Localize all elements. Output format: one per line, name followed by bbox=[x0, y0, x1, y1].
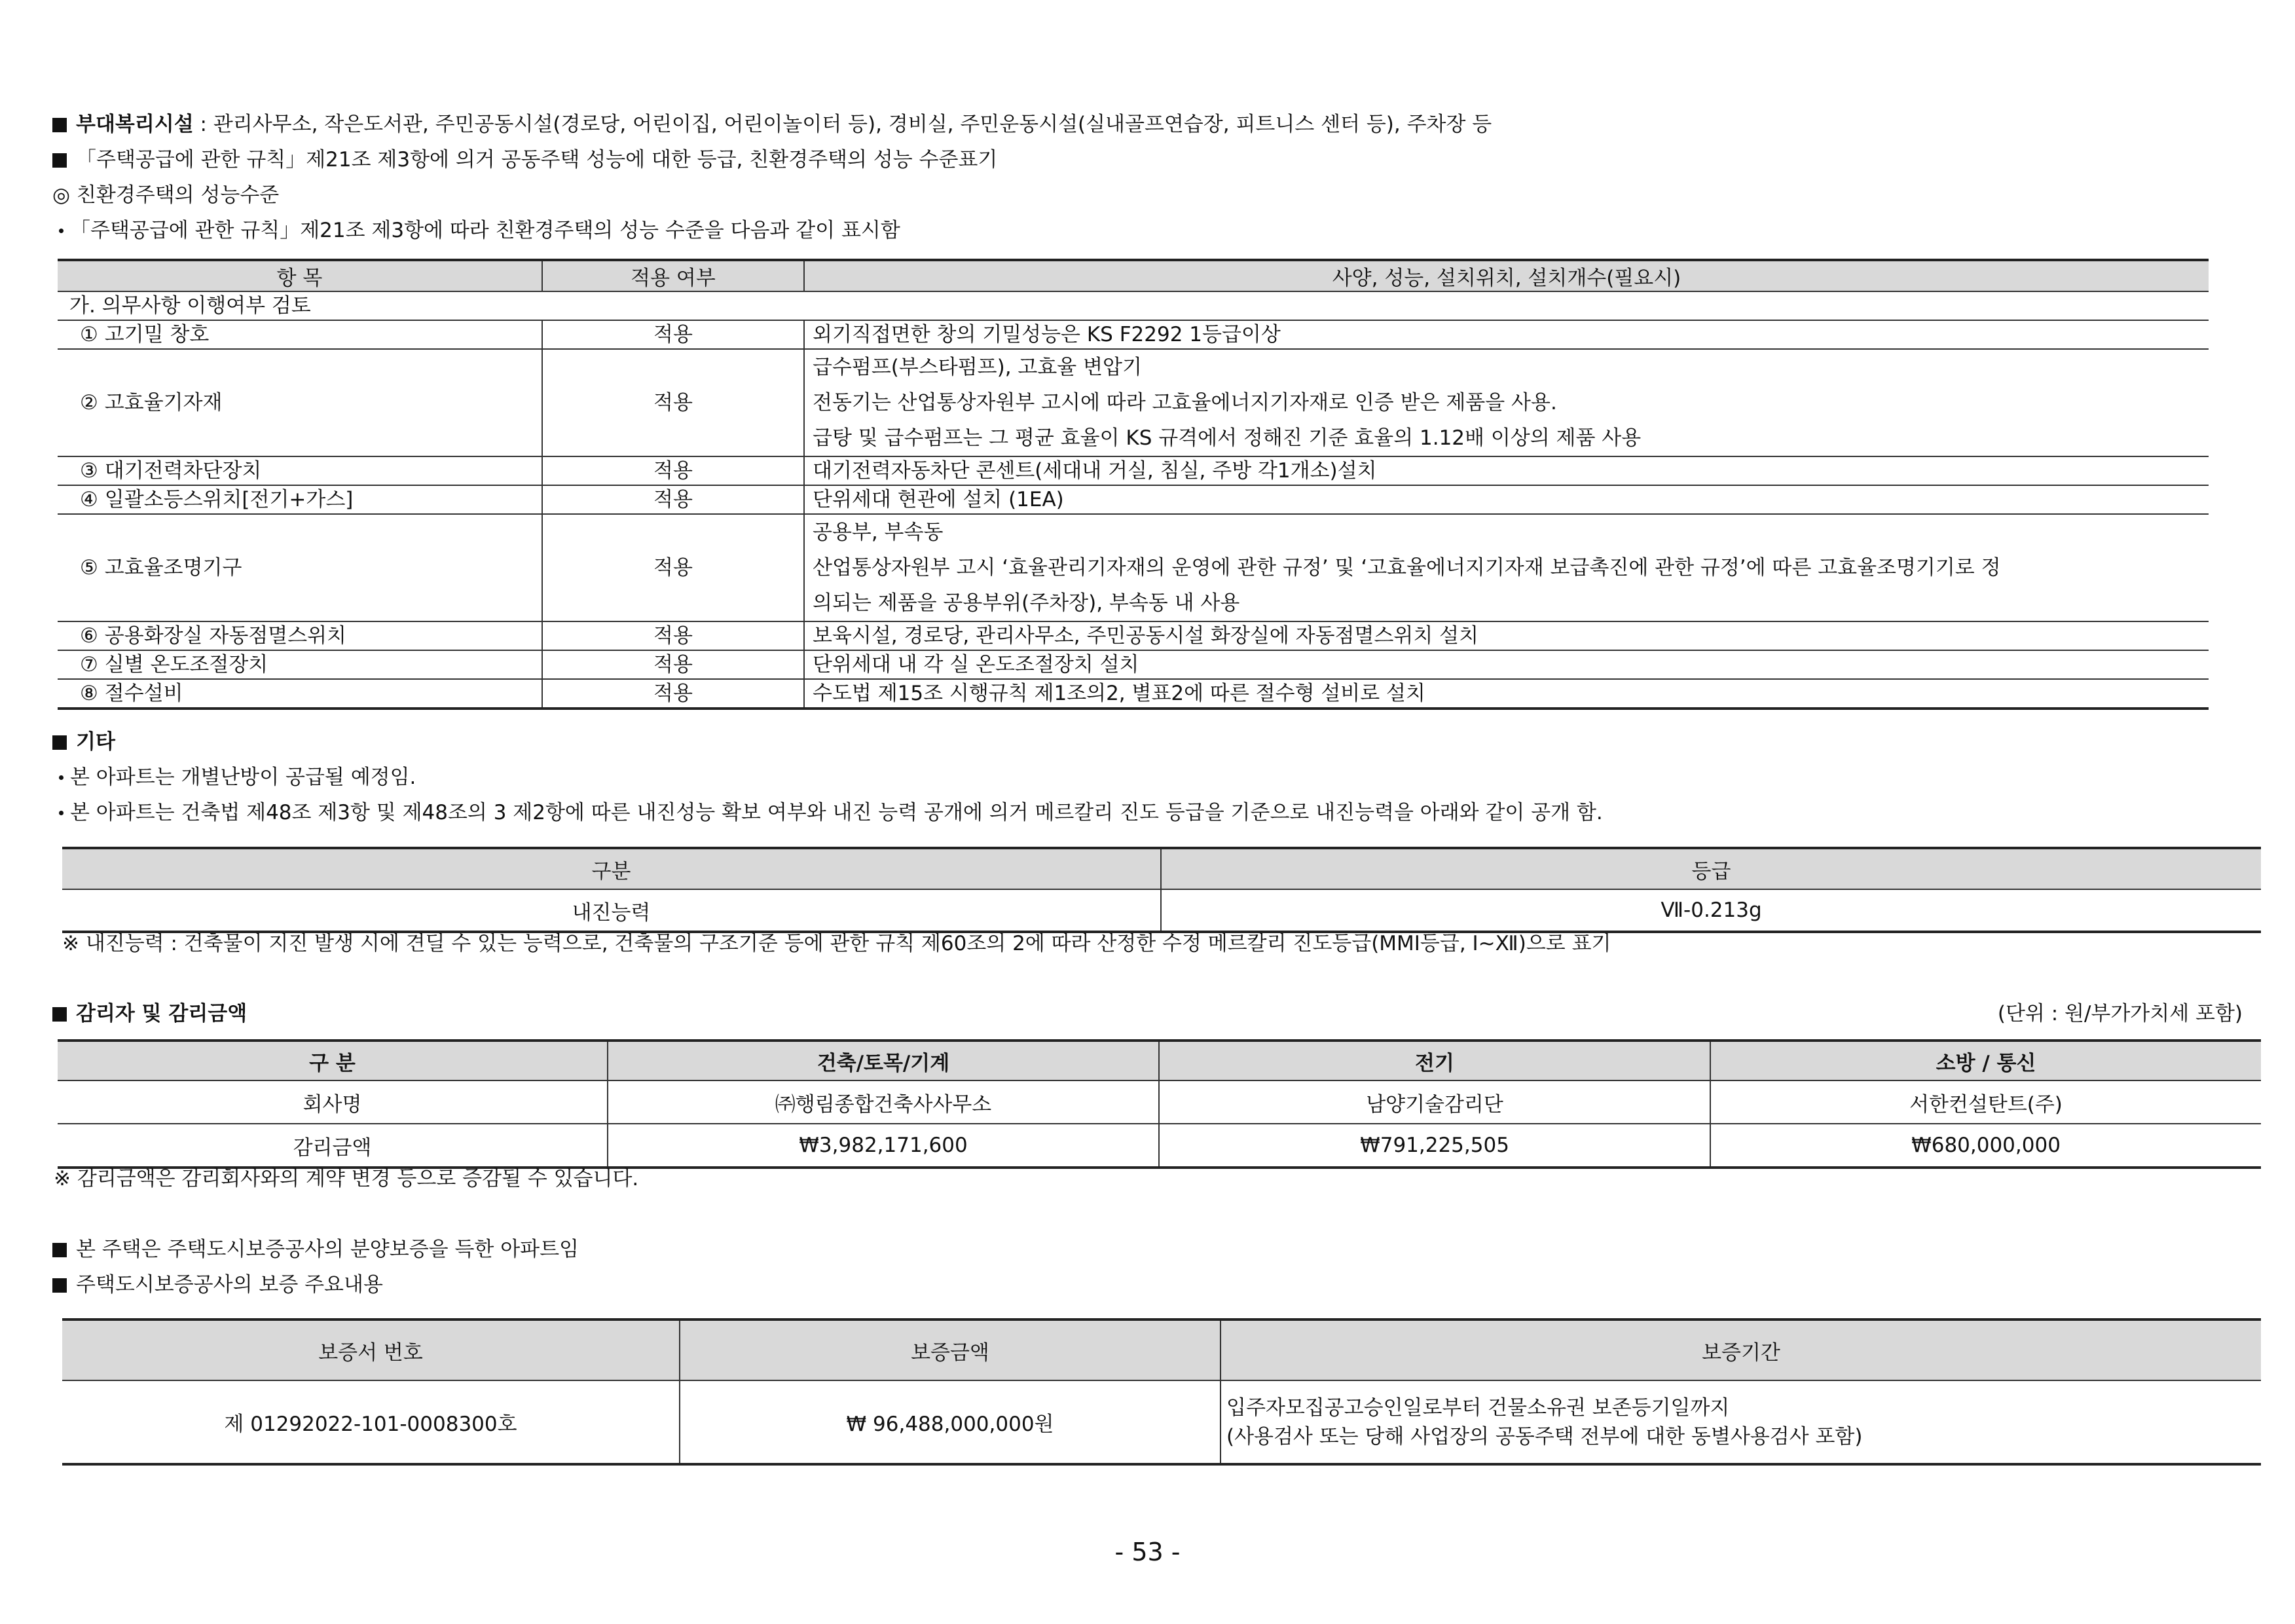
facilities-text: : 관리사무소, 작은도서관, 주민공동시설(경로당, 어린이집, 어린이놀이터 등), 경비실, 주민운동시설(실내골프연습장, 피트니스 센터 등), 주차장 등 bbox=[193, 113, 1492, 136]
supervision-title: 감리자 및 감리금액 bbox=[76, 1002, 248, 1025]
etc-title: 기타 bbox=[76, 730, 115, 754]
unit-note: (단위 : 원/부가가치세 포함) bbox=[1997, 1002, 2243, 1025]
item-cell bbox=[58, 485, 542, 514]
row-label: 감리금액 bbox=[58, 1124, 608, 1168]
applied-cell: 적용 bbox=[542, 456, 804, 485]
etc-bullet-text: 본 아파트는 개별난방이 공급될 예정임. bbox=[70, 766, 416, 789]
header-period: 보증기간 bbox=[1221, 1320, 2261, 1380]
guarantee-table bbox=[62, 1318, 2261, 1466]
seismic-label: 내진능력 bbox=[62, 889, 1161, 932]
item-number: ① bbox=[80, 323, 98, 346]
applied-cell: 적용 bbox=[542, 514, 804, 621]
eco-desc: 「주택공급에 관한 규칙」제21조 제3항에 따라 친환경주택의 성능 수준을 다음과 같이 표시함 bbox=[70, 219, 900, 242]
square-bullet-icon bbox=[52, 153, 67, 168]
table-header-row bbox=[58, 1041, 2261, 1080]
supervision-table bbox=[58, 1039, 2261, 1169]
company-cell: ㈜행림종합건축사사무소 bbox=[608, 1080, 1159, 1124]
dot-bullet-icon bbox=[59, 229, 64, 233]
period-line: (사용검사 또는 당해 사업장의 공동주택 전부에 대한 동별사용검사 포함) bbox=[1226, 1424, 1863, 1449]
spec-line: 공용부, 부속동 bbox=[813, 521, 944, 544]
amount-cell: ₩3,982,171,600 bbox=[608, 1124, 1159, 1168]
item-cell bbox=[58, 514, 542, 621]
facilities-label: 부대복리시설 bbox=[76, 113, 194, 136]
row-label: 회사명 bbox=[58, 1080, 608, 1124]
item-number: ⑦ bbox=[80, 653, 98, 676]
spec-cell: 보육시설, 경로당, 관리사무소, 주민공동시설 화장실에 자동점멸스위치 설치 bbox=[804, 621, 2209, 650]
table-header-row bbox=[58, 260, 2209, 291]
spec-line: 의되는 제품을 공용부위(주차장), 부속동 내 사용 bbox=[813, 591, 1240, 615]
spec-line: 급탕 및 급수펌프는 그 평균 효율이 KS 규격에서 정해진 기준 효율의 1.12배 이상의 제품 사용 bbox=[813, 426, 1642, 450]
page-number: - 53 - bbox=[1114, 1538, 1181, 1566]
applied-cell: 적용 bbox=[542, 621, 804, 650]
etc-bullet-2 bbox=[52, 800, 1603, 826]
item-number: ④ bbox=[80, 488, 98, 511]
square-bullet-icon bbox=[52, 735, 67, 750]
header-grade: 등급 bbox=[1161, 848, 2261, 889]
table-row bbox=[58, 679, 2209, 709]
applied-cell: 적용 bbox=[542, 349, 804, 456]
item-name: 고기밀 창호 bbox=[104, 323, 210, 346]
table-row bbox=[58, 1124, 2261, 1168]
spec-line: 산업통상자원부 고시 ‘효율관리기자재의 운영에 관한 규정’ 및 ‘고효율에너지기자재 보급촉진에 관한 규정’에 따른 고효율조명기기로 정 bbox=[813, 556, 2001, 580]
supervision-heading bbox=[52, 1001, 247, 1027]
header-architecture: 건축/토목/기계 bbox=[608, 1041, 1159, 1080]
table-row bbox=[58, 320, 2209, 349]
item-cell bbox=[58, 320, 542, 349]
header-applied: 적용 여부 bbox=[542, 260, 804, 291]
guarantee-period bbox=[1221, 1380, 2261, 1464]
guarantee-text: 주택도시보증공사의 보증 주요내용 bbox=[76, 1273, 383, 1297]
seismic-note: ※ 내진능력 : 건축물이 지진 발생 시에 견딜 수 있는 능력으로, 건축물의 구조기준 등에 관한 규칙 제60조의 2에 따라 산정한 수정 메르칼리 진도등급(MMI등급, Ⅰ~Ⅻ)으로 표기 bbox=[62, 932, 1611, 955]
eco-title: 친환경주택의 성능수준 bbox=[76, 183, 280, 207]
eco-title-line bbox=[52, 182, 279, 208]
item-cell bbox=[58, 349, 542, 456]
item-name: 고효율조명기구 bbox=[104, 556, 242, 580]
spec-cell bbox=[804, 349, 2209, 456]
applied-cell: 적용 bbox=[542, 650, 804, 679]
item-number: ⑥ bbox=[80, 624, 98, 648]
group-row-label: 가. 의무사항 이행여부 검토 bbox=[58, 291, 2209, 320]
period-line: 입주자모집공고승인일로부터 건물소유권 보존등기일까지 bbox=[1226, 1395, 1730, 1420]
dot-bullet-icon bbox=[59, 811, 64, 815]
item-number: ③ bbox=[80, 459, 98, 483]
item-cell bbox=[58, 650, 542, 679]
header-category: 구분 bbox=[62, 848, 1161, 889]
company-cell: 서한컨설탄트(주) bbox=[1710, 1080, 2261, 1124]
guarantee-amount: ₩ 96,488,000,000원 bbox=[680, 1380, 1221, 1464]
table-row bbox=[58, 485, 2209, 514]
company-cell: 남양기술감리단 bbox=[1159, 1080, 1710, 1124]
guarantee-line-2 bbox=[52, 1272, 383, 1298]
item-number: ⑤ bbox=[80, 556, 98, 580]
double-circle-icon: ◎ bbox=[52, 183, 71, 207]
square-bullet-icon bbox=[52, 1007, 67, 1022]
seismic-table bbox=[62, 847, 2261, 933]
amount-cell: ₩791,225,505 bbox=[1159, 1124, 1710, 1168]
header-item: 항 목 bbox=[58, 260, 542, 291]
item-name: 대기전력차단장치 bbox=[104, 459, 262, 483]
spec-cell: 외기직접면한 창의 기밀성능은 KS F2292 1등급이상 bbox=[804, 320, 2209, 349]
amount-cell: ₩680,000,000 bbox=[1710, 1124, 2261, 1168]
spec-cell: 수도법 제15조 시행규칙 제1조의2, 별표2에 따른 절수형 설비로 설치 bbox=[804, 679, 2209, 709]
square-bullet-icon bbox=[52, 118, 67, 132]
item-name: 공용화장실 자동점멸스위치 bbox=[104, 624, 347, 648]
etc-bullet-1 bbox=[52, 764, 416, 790]
spec-cell bbox=[804, 514, 2209, 621]
table-row bbox=[58, 514, 2209, 621]
applied-cell: 적용 bbox=[542, 679, 804, 709]
etc-heading bbox=[52, 729, 115, 755]
item-number: ⑧ bbox=[80, 682, 98, 705]
item-name: 고효율기자재 bbox=[104, 391, 223, 415]
eco-desc-line bbox=[52, 217, 900, 244]
header-category: 구 분 bbox=[58, 1041, 608, 1080]
seismic-grade: Ⅶ-0.213g bbox=[1161, 889, 2261, 932]
table-row bbox=[58, 1080, 2261, 1124]
table-row bbox=[58, 621, 2209, 650]
item-cell bbox=[58, 621, 542, 650]
guarantee-line-1 bbox=[52, 1236, 579, 1263]
dot-bullet-icon bbox=[59, 775, 64, 780]
guarantee-text: 본 주택은 주택도시보증공사의 분양보증을 득한 아파트임 bbox=[76, 1238, 579, 1261]
square-bullet-icon bbox=[52, 1243, 67, 1257]
table-row bbox=[58, 349, 2209, 456]
rule-line bbox=[52, 147, 997, 173]
header-fire-telecom: 소방 / 통신 bbox=[1710, 1041, 2261, 1080]
item-name: 일괄소등스위치[전기+가스] bbox=[104, 488, 354, 511]
applied-cell: 적용 bbox=[542, 320, 804, 349]
spec-cell: 단위세대 내 각 실 온도조절장치 설치 bbox=[804, 650, 2209, 679]
square-bullet-icon bbox=[52, 1278, 67, 1293]
item-cell bbox=[58, 456, 542, 485]
table-row bbox=[58, 456, 2209, 485]
eco-performance-table bbox=[58, 259, 2209, 710]
spec-line: 급수펌프(부스타펌프), 고효율 변압기 bbox=[813, 356, 1142, 379]
header-number: 보증서 번호 bbox=[62, 1320, 680, 1380]
table-row bbox=[58, 650, 2209, 679]
spec-cell: 대기전력자동차단 콘센트(세대내 거실, 침실, 주방 각1개소)설치 bbox=[804, 456, 2209, 485]
etc-bullet-text: 본 아파트는 건축법 제48조 제3항 및 제48조의 3 제2항에 따른 내진성능 확보 여부와 내진 능력 공개에 의거 메르칼리 진도 등급을 기준으로 내진능력을 아래와 같이 공개 함. bbox=[70, 801, 1603, 824]
supervision-note: ※ 감리금액은 감리회사와의 계약 변경 등으로 증감될 수 있습니다. bbox=[54, 1167, 639, 1190]
spec-line: 전동기는 산업통상자원부 고시에 따라 고효율에너지기자재로 인증 받은 제품을 사용. bbox=[813, 391, 1557, 415]
header-spec: 사양, 성능, 설치위치, 설치개수(필요시) bbox=[804, 260, 2209, 291]
spec-cell: 단위세대 현관에 설치 (1EA) bbox=[804, 485, 2209, 514]
table-header-row bbox=[62, 848, 2261, 889]
group-row bbox=[58, 291, 2209, 320]
header-electric: 전기 bbox=[1159, 1041, 1710, 1080]
table-row bbox=[62, 889, 2261, 932]
item-name: 실별 온도조절장치 bbox=[104, 653, 268, 676]
table-header-row bbox=[62, 1320, 2261, 1380]
item-name: 절수설비 bbox=[104, 682, 183, 705]
table-row bbox=[62, 1380, 2261, 1464]
facilities-line bbox=[52, 111, 1492, 138]
header-amount: 보증금액 bbox=[680, 1320, 1221, 1380]
item-number: ② bbox=[80, 391, 98, 415]
item-cell bbox=[58, 679, 542, 709]
guarantee-number: 제 01292022-101-0008300호 bbox=[62, 1380, 680, 1464]
applied-cell: 적용 bbox=[542, 485, 804, 514]
rule-text: 「주택공급에 관한 규칙」제21조 제3항에 의거 공동주택 성능에 대한 등급, 친환경주택의 성능 수준표기 bbox=[76, 148, 998, 172]
